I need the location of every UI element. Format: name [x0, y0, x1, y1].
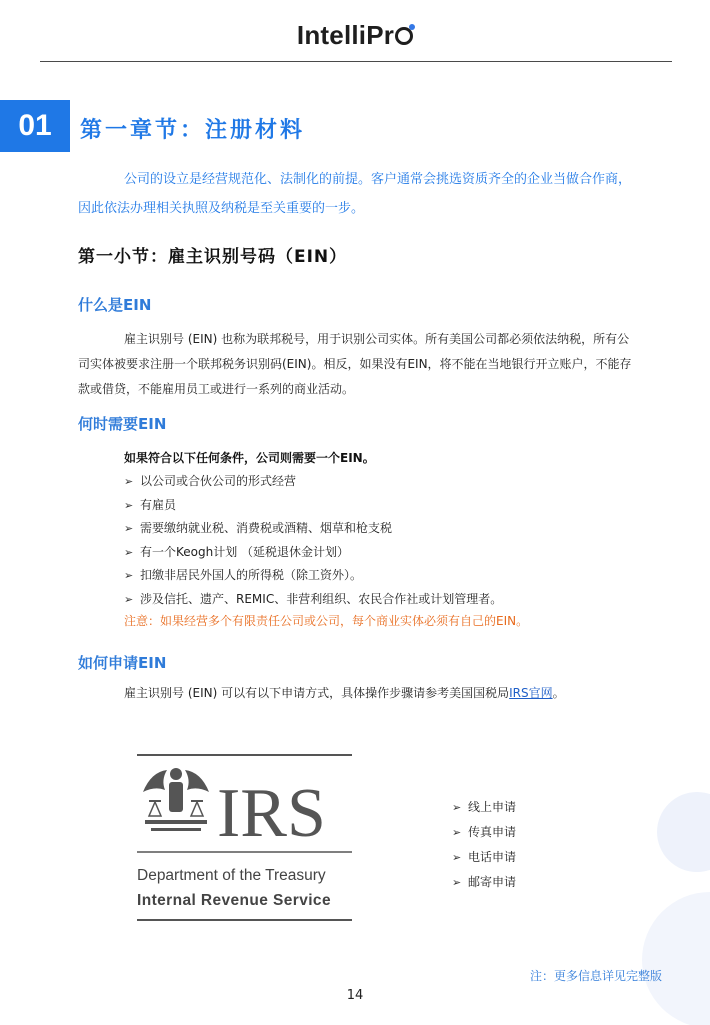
- irs-line-service: Internal Revenue Service: [137, 892, 331, 909]
- brand-o-dot-icon: [395, 27, 413, 45]
- chapter-title: 第一章节：注册材料: [80, 118, 306, 143]
- what-is-ein-heading: 什么是EIN: [78, 296, 152, 314]
- arrow-bullet-icon: ➢: [124, 545, 134, 559]
- eagle-emblem-icon: [143, 768, 209, 831]
- list-item: ➢ 有雇员: [124, 494, 502, 518]
- arrow-bullet-icon: ➢: [124, 522, 134, 535]
- irs-logo: [137, 752, 352, 924]
- arrow-bullet-icon: ➢: [124, 475, 134, 488]
- list-item: ➢ 扣缴非居民外国人的所得税（除工资外）。: [124, 564, 502, 588]
- brand-name: IntelliPr: [296, 20, 395, 50]
- irs-line-department: Department of the Treasury: [137, 867, 326, 884]
- how-apply-heading: 如何申请EIN: [78, 654, 167, 672]
- irs-website-link[interactable]: IRS官网: [509, 686, 553, 700]
- list-item: ➢ 以公司或合伙公司的形式经营: [124, 470, 502, 494]
- conditions-lead: 如果符合以下任何条件，公司则需要一个EIN。: [124, 451, 375, 465]
- arrow-bullet-icon: ➢: [124, 592, 134, 606]
- what-is-ein-body: 雇主识别号 (EIN) 也称为联邦税号，用于识别公司实体。所有美国公司都必须依法纳税，所有公司实体被要求注册一个联邦税务识别码(EIN)。相反，如果没有EIN，将不能在当地银行开立账户，不能存款或借贷，不能雇用员工或进行一系列的商业活动。: [78, 332, 632, 396]
- irs-wordmark: IRS: [217, 775, 326, 852]
- list-item: ➢ 电话申请: [452, 845, 516, 870]
- list-item: ➢ 涉及信托、遗产、REMIC、非营利组织、农民合作社或计划管理者。: [124, 588, 502, 612]
- how-apply-body: 雇主识别号 (EIN) 可以有以下申请方式，具体操作步骤请参考美国国税局IRS官网。: [124, 686, 565, 700]
- arrow-bullet-icon: ➢: [124, 569, 134, 582]
- list-item: ➢ 线上申请: [452, 795, 516, 820]
- header-divider: [40, 61, 672, 62]
- arrow-bullet-icon: ➢: [452, 851, 462, 864]
- brand-logo: [0, 20, 710, 51]
- intro-paragraph: 公司的设立是经营规范化、法制化的前提。客户通常会挑选资质齐全的企业当做合作商，因此依法办理相关执照及纳税是至关重要的一步。: [78, 172, 632, 216]
- conditions-list: [124, 470, 502, 611]
- list-item: ➢ 有一个Keogh计划 （延税退休金计划）: [124, 541, 502, 565]
- section-title: 第一小节：雇主识别号码（EIN）: [78, 247, 348, 267]
- when-ein-heading: 何时需要EIN: [78, 415, 167, 433]
- list-item: ➢ 传真申请: [452, 820, 516, 845]
- arrow-bullet-icon: ➢: [452, 826, 462, 839]
- footer-note: 注：更多信息详见完整版: [529, 969, 662, 983]
- arrow-bullet-icon: ➢: [452, 876, 462, 889]
- chapter-number-badge: 01: [0, 100, 70, 152]
- arrow-bullet-icon: ➢: [452, 801, 462, 814]
- arrow-bullet-icon: ➢: [124, 498, 134, 512]
- list-item: ➢ 需要缴纳就业税、消费税或酒精、烟草和枪支税: [124, 517, 502, 541]
- apply-methods-list: [452, 795, 516, 895]
- warning-note: 注意：如果经营多个有限责任公司或公司，每个商业实体必须有自己的EIN。: [124, 614, 529, 628]
- list-item: ➢ 邮寄申请: [452, 870, 516, 895]
- page-number: 14: [346, 988, 364, 1003]
